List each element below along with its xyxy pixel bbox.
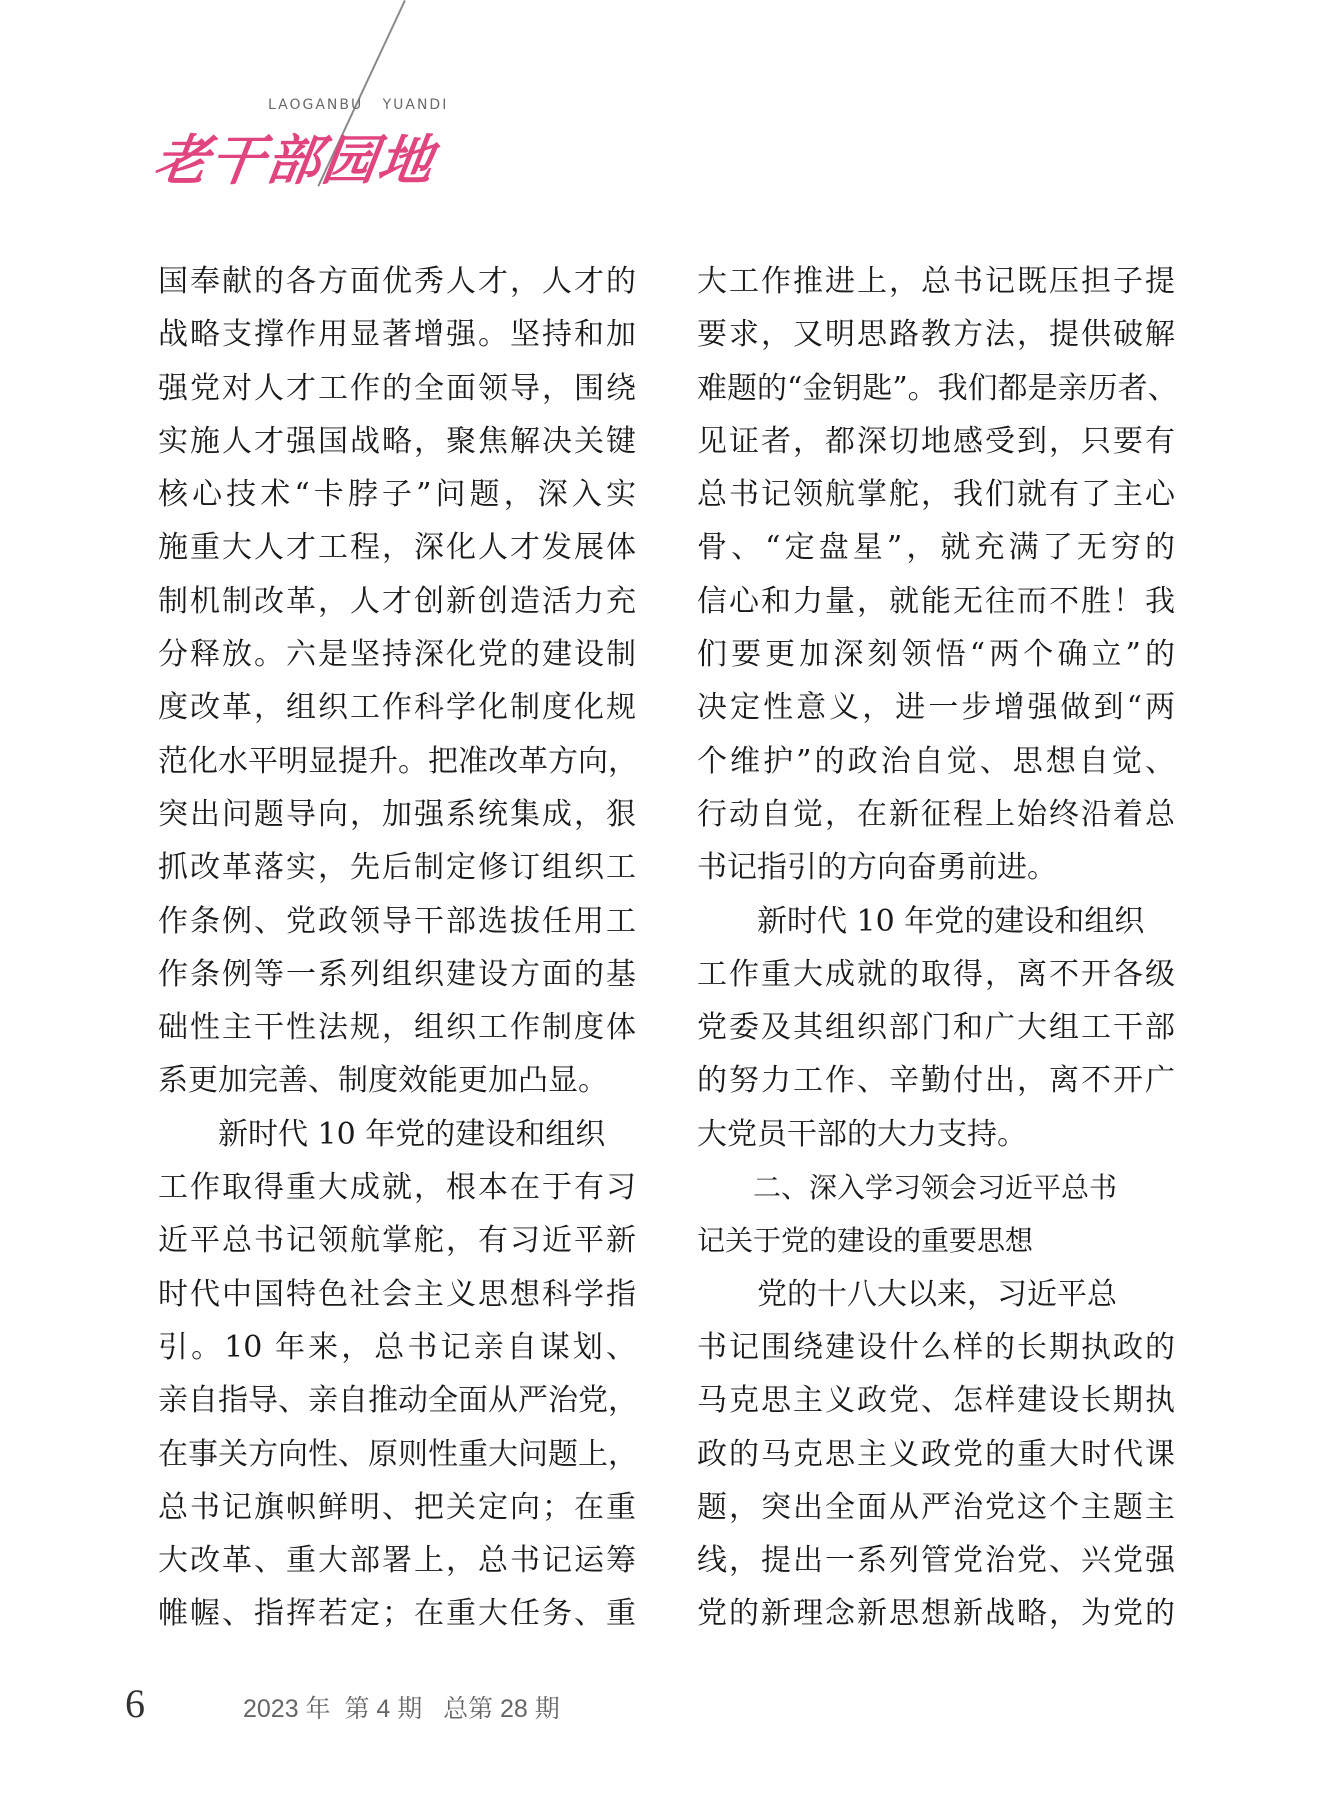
text-line: 抓改革落实，先后制定修订组织工 (158, 850, 636, 886)
text-line: 大工作推进上，总书记既压担子提 (697, 264, 1175, 299)
text-line: 亲自指导、亲自推动全面从严治党， (158, 1383, 638, 1419)
text-line: 决定性意义，进一步增强做到“两 (697, 690, 1175, 726)
text-line: 系更加完善、制度效能更加凸显。 (158, 1063, 608, 1099)
text-line: 分释放。六是坚持深化党的建设制 (158, 637, 636, 673)
text-line: 引。10 年来，总书记亲自谋划、 (158, 1329, 636, 1365)
text-line: 线，提出一系列管党治党、兴党强 (697, 1543, 1175, 1579)
text-line: 书记围绕建设什么样的长期执政的 (697, 1329, 1175, 1365)
text-line: 记关于党的建设的重要思想 (697, 1224, 1034, 1258)
text-line: 大党员干部的大力支持。 (697, 1116, 1027, 1152)
text-line: 题，突出全面从严治党这个主题主 (697, 1489, 1175, 1525)
text-line: 总书记旗帜鲜明、把关定向；在重 (158, 1489, 636, 1525)
left-text-column (158, 255, 636, 1641)
text-line: 作条例等一系列组织建设方面的基 (158, 956, 636, 992)
text-line: 见证者，都深切地感受到，只要有 (697, 423, 1175, 459)
text-line: 二、深入学习领会习近平总书 (697, 1171, 1118, 1205)
text-line: 党的十八大以来，习近平总 (697, 1276, 1117, 1312)
text-line: 工作重大成就的取得，离不开各级 (697, 956, 1175, 992)
text-line: 在事关方向性、原则性重大问题上， (158, 1436, 638, 1472)
issue-info: 2023 年 第 4 期 总第 28 期 (243, 1695, 560, 1723)
text-line: 大改革、重大部署上，总书记运筹 (158, 1543, 636, 1579)
text-line: 础性主干性法规，组织工作制度体 (158, 1010, 636, 1046)
brand-logo-text: 老干部园地 (150, 128, 440, 192)
right-text-column (697, 255, 1178, 1641)
text-line: 要求，又明思路教方法，提供破解 (697, 317, 1175, 353)
text-line: 国奉献的各方面优秀人才，人才的 (158, 264, 636, 299)
text-line: 施重大人才工程，深化人才发展体 (158, 530, 636, 566)
text-line: 战略支撑作用显著增强。坚持和加 (158, 317, 636, 353)
text-line: 行动自觉，在新征程上始终沿着总 (697, 796, 1175, 832)
text-line: 党委及其组织部门和广大组工干部 (697, 1010, 1175, 1046)
text-line: 强党对人才工作的全面领导，围绕 (158, 370, 636, 406)
text-line: 党的新理念新思想新战略，为党的 (697, 1596, 1175, 1632)
text-line: 个维护”的政治自觉、思想自觉、 (697, 743, 1175, 779)
text-line: 时代中国特色社会主义思想科学指 (158, 1276, 636, 1312)
text-line: 突出问题导向，加强系统集成，狠 (158, 796, 636, 832)
text-line: 政的马克思主义政党的重大时代课 (697, 1436, 1175, 1472)
text-line: 总书记领航掌舵，我们就有了主心 (697, 477, 1175, 513)
text-line: 工作取得重大成就，根本在于有习 (158, 1170, 636, 1206)
text-line: 骨、“定盘星”，就充满了无穷的 (697, 530, 1175, 566)
text-line: 新时代 10 年党的建设和组织 (158, 1116, 606, 1152)
text-line: 帷幄、指挥若定；在重大任务、重 (158, 1596, 636, 1632)
text-line: 核心技术“卡脖子”问题，深入实 (158, 477, 636, 513)
text-line: 作条例、党政领导干部选拔任用工 (158, 903, 636, 939)
text-line: 难题的“金钥匙”。我们都是亲历者、 (697, 370, 1178, 406)
page-number: 6 (125, 1681, 145, 1726)
text-line: 马克思主义政党、怎样建设长期执 (697, 1383, 1175, 1419)
text-line: 近平总书记领航掌舵，有习近平新 (158, 1223, 636, 1259)
text-line: 们要更加深刻领悟“两个确立”的 (697, 637, 1175, 673)
text-line: 度改革，组织工作科学化制度化规 (158, 690, 636, 726)
text-line: 制机制改革，人才创新创造活力充 (158, 583, 636, 619)
text-line: 新时代 10 年党的建设和组织 (697, 903, 1145, 939)
brand-english-name: LAOGANBU YUANDI (268, 97, 449, 113)
text-line: 信心和力量，就能无往而不胜！我 (697, 583, 1175, 619)
text-line: 书记指引的方向奋勇前进。 (697, 850, 1057, 886)
text-line: 范化水平明显提升。把准改革方向， (158, 743, 638, 779)
text-line: 的努力工作、辛勤付出，离不开广 (697, 1063, 1175, 1099)
text-line: 实施人才强国战略，聚焦解决关键 (158, 423, 636, 459)
